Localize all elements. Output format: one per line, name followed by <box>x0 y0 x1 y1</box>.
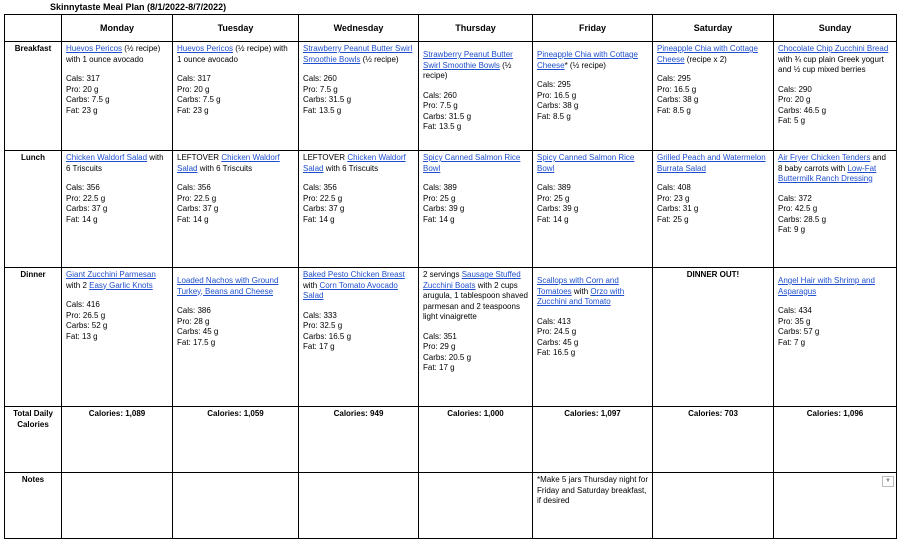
fat: Fat: 13.5 g <box>423 122 462 131</box>
notes-wednesday <box>299 473 419 539</box>
cals: Cals: 260 <box>303 74 337 83</box>
total-saturday: Calories: 703 <box>653 407 774 473</box>
fat: Fat: 14 g <box>423 214 455 224</box>
carbs: Carbs: 7.5 g <box>177 95 221 104</box>
fat: Fat: 13 g <box>66 331 98 341</box>
leftover-label: LEFTOVER <box>177 153 222 162</box>
carbs: Carbs: 20.5 g <box>423 352 472 362</box>
pro: Pro: 22.5 g <box>66 193 106 203</box>
lunch-saturday <box>653 151 774 268</box>
pro: Pro: 7.5 g <box>303 84 338 94</box>
recipe-link[interactable]: Baked Pesto Chicken Breast <box>303 270 405 279</box>
day-header-wednesday: Wednesday <box>299 15 419 42</box>
lunch-row <box>5 151 897 268</box>
fat: Fat: 17.5 g <box>177 337 216 347</box>
recipe-link[interactable]: Strawberry Peanut Butter Swirl Smoothie Bowls <box>423 50 513 70</box>
servings-note: 2 servings <box>423 270 462 279</box>
fat: Fat: 14 g <box>537 214 569 224</box>
notes-friday: *Make 5 jars Thursday night for Friday and Saturday breakfast, if desired <box>533 473 653 539</box>
day-header-saturday: Saturday <box>653 15 774 42</box>
recipe-link[interactable]: Chicken Waldorf Salad <box>66 153 148 162</box>
total-sunday: Calories: 1,096 <box>774 407 897 473</box>
carbs: Carbs: 52 g <box>66 321 108 330</box>
cals: Cals: 356 <box>177 183 211 192</box>
row-label-notes: Notes <box>5 473 62 539</box>
recipe-link[interactable]: Angel Hair with Shrimp and Asparagus <box>778 276 875 296</box>
breakfast-row <box>5 42 897 151</box>
fat: Fat: 5 g <box>778 116 806 125</box>
carbs: Carbs: 37 g <box>177 204 219 213</box>
meal-note: (½ recipe) <box>423 60 512 80</box>
carbs: Carbs: 31 g <box>657 204 699 213</box>
recipe-link[interactable]: Huevos Pericos <box>177 44 234 53</box>
fat: Fat: 8.5 g <box>537 111 571 121</box>
breakfast-saturday <box>653 42 774 151</box>
lunch-friday <box>533 151 653 268</box>
notes-tuesday <box>173 473 299 539</box>
cals: Cals: 260 <box>423 90 457 100</box>
cals: Cals: 416 <box>66 300 100 309</box>
breakfast-monday <box>62 42 173 151</box>
recipe-link-2[interactable]: Corn Tomato Avocado Salad <box>303 280 398 300</box>
header-row <box>5 15 897 42</box>
carbs: Carbs: 39 g <box>537 204 579 213</box>
day-header-thursday: Thursday <box>419 15 533 42</box>
total-thursday: Calories: 1,000 <box>419 407 533 473</box>
meal-note: * (½ recipe) <box>564 60 606 70</box>
recipe-link[interactable]: Sausage Stuffed Zucchini Boats <box>423 270 521 290</box>
carbs: Carbs: 39 g <box>423 204 465 213</box>
cals: Cals: 408 <box>657 183 691 192</box>
recipe-link[interactable]: Pineapple Chia with Cottage Cheese <box>657 44 758 64</box>
carbs: Carbs: 7.5 g <box>66 95 110 104</box>
cals: Cals: 295 <box>537 80 571 89</box>
total-wednesday: Calories: 949 <box>299 407 419 473</box>
cals: Cals: 356 <box>66 183 100 192</box>
recipe-link[interactable]: Strawberry Peanut Butter Swirl Smoothie Bowls <box>303 44 413 64</box>
meal-note: with 6 Triscuits <box>323 163 379 173</box>
pro: Pro: 29 g <box>423 342 456 351</box>
dinner-tuesday <box>173 268 299 407</box>
pro: Pro: 16.5 g <box>537 90 577 100</box>
pro: Pro: 32.5 g <box>303 321 343 330</box>
row-label-breakfast: Breakfast <box>5 42 62 151</box>
dinner-row <box>5 268 897 407</box>
recipe-link[interactable]: Loaded Nachos with Ground Turkey, Beans and Cheese <box>177 276 279 296</box>
breakfast-wednesday <box>299 42 419 151</box>
carbs: Carbs: 16.5 g <box>303 331 352 341</box>
recipe-link[interactable]: Giant Zucchini Parmesan <box>66 270 156 279</box>
fat: Fat: 7 g <box>778 337 806 347</box>
breakfast-thursday <box>419 42 533 151</box>
pro: Pro: 7.5 g <box>423 101 458 110</box>
recipe-link[interactable]: Huevos Pericos <box>66 44 123 53</box>
recipe-link[interactable]: Air Fryer Chicken Tenders <box>778 153 871 162</box>
recipe-link-2[interactable]: Low-Fat Buttermilk Ranch Dressing <box>778 163 877 183</box>
lunch-wednesday <box>299 151 419 268</box>
meal-note: with 2 cups arugula, 1 tablespoon shaved parmesan and 2 teaspoons light vinaigrette <box>423 280 528 321</box>
fat: Fat: 14 g <box>303 214 335 224</box>
cals: Cals: 317 <box>66 74 100 83</box>
recipe-link[interactable]: Chicken Waldorf Salad <box>177 153 280 173</box>
dinner-monday <box>62 268 173 407</box>
meal-note: with 6 Triscuits <box>197 163 253 173</box>
pro: Pro: 24.5 g <box>537 327 577 336</box>
pro: Pro: 20 g <box>66 84 99 94</box>
row-label-dinner: Dinner <box>5 268 62 407</box>
fat: Fat: 14 g <box>66 214 98 224</box>
fat: Fat: 17 g <box>423 363 455 372</box>
meal-note: with <box>571 286 591 296</box>
total-row <box>5 407 897 473</box>
carbs: Carbs: 45 g <box>537 337 579 347</box>
meal-note: (½ recipe) with 1 ounce avocado <box>177 44 288 64</box>
cals: Cals: 333 <box>303 310 337 320</box>
meal-note: (recipe x 2) <box>684 54 727 64</box>
cals: Cals: 351 <box>423 331 457 341</box>
notes-sunday <box>774 473 897 539</box>
pro: Pro: 28 g <box>177 316 210 326</box>
dinner-friday <box>533 268 653 407</box>
cals: Cals: 372 <box>778 193 812 203</box>
leftover-label: LEFTOVER <box>303 153 348 162</box>
notes-saturday <box>653 473 774 539</box>
pro: Pro: 20 g <box>177 84 210 94</box>
pro: Pro: 16.5 g <box>657 84 697 94</box>
pro: Pro: 26.5 g <box>66 310 106 320</box>
pro: Pro: 42.5 g <box>778 204 818 213</box>
day-header-friday: Friday <box>533 15 653 42</box>
carbs: Carbs: 28.5 g <box>778 214 827 224</box>
carbs: Carbs: 57 g <box>778 327 820 336</box>
notes-monday <box>62 473 173 539</box>
cals: Cals: 290 <box>778 84 812 94</box>
meal-note: with ¾ cup plain Greek yogurt and ½ cup mixed berries <box>778 54 884 74</box>
total-friday: Calories: 1,097 <box>533 407 653 473</box>
recipe-link-2[interactable]: Easy Garlic Knots <box>89 280 153 290</box>
lunch-tuesday <box>173 151 299 268</box>
carbs: Carbs: 31.5 g <box>303 95 352 104</box>
cals: Cals: 434 <box>778 306 812 315</box>
carbs: Carbs: 38 g <box>657 95 699 104</box>
fat: Fat: 9 g <box>778 225 806 234</box>
cals: Cals: 295 <box>657 74 691 83</box>
pro: Pro: 20 g <box>778 95 811 104</box>
meal-note: with <box>303 280 320 290</box>
dinner-sunday <box>774 268 897 407</box>
dropdown-arrow-icon[interactable]: ▼ <box>882 476 894 487</box>
fat: Fat: 23 g <box>66 105 98 115</box>
recipe-link[interactable]: Scallops with Corn and Tomatoes <box>537 276 619 296</box>
day-header-monday: Monday <box>62 15 173 42</box>
cals: Cals: 386 <box>177 306 211 315</box>
fat: Fat: 16.5 g <box>537 348 576 357</box>
recipe-link[interactable]: Spicy Canned Salmon Rice Bowl <box>423 153 521 173</box>
meal-note: (½ recipe) with 1 ounce avocado <box>66 44 161 64</box>
carbs: Carbs: 37 g <box>303 204 345 213</box>
row-label-lunch: Lunch <box>5 151 62 268</box>
recipe-link[interactable]: Chocolate Chip Zucchini Bread <box>778 44 889 53</box>
notes-thursday <box>419 473 533 539</box>
lunch-sunday <box>774 151 897 268</box>
meal-plan-table <box>4 14 897 539</box>
lunch-thursday <box>419 151 533 268</box>
lunch-monday <box>62 151 173 268</box>
fat: Fat: 13.5 g <box>303 105 342 115</box>
meal-note: and 8 baby carrots with <box>778 153 886 173</box>
carbs: Carbs: 37 g <box>66 204 108 213</box>
breakfast-sunday <box>774 42 897 151</box>
pro: Pro: 22.5 g <box>177 193 217 203</box>
cals: Cals: 389 <box>423 183 457 192</box>
pro: Pro: 35 g <box>778 316 811 326</box>
recipe-link-2[interactable]: Orzo with Zucchini and Tomato <box>537 286 625 306</box>
cals: Cals: 389 <box>537 183 571 192</box>
dinner-wednesday <box>299 268 419 407</box>
cals: Cals: 356 <box>303 183 337 192</box>
recipe-link[interactable]: Spicy Canned Salmon Rice Bowl <box>537 153 635 173</box>
meal-note: (½ recipe) <box>360 54 399 64</box>
breakfast-friday <box>533 42 653 151</box>
meal-note: with 6 Triscuits <box>66 153 164 173</box>
page-title: Skinnytaste Meal Plan (8/1/2022-8/7/2022) <box>50 2 227 12</box>
fat: Fat: 25 g <box>657 214 689 224</box>
fat: Fat: 23 g <box>177 105 209 115</box>
dinner-thursday <box>419 268 533 407</box>
breakfast-tuesday <box>173 42 299 151</box>
cals: Cals: 317 <box>177 74 211 83</box>
total-tuesday: Calories: 1,059 <box>173 407 299 473</box>
carbs: Carbs: 45 g <box>177 327 219 336</box>
carbs: Carbs: 31.5 g <box>423 111 472 121</box>
fat: Fat: 8.5 g <box>657 105 691 115</box>
pro: Pro: 25 g <box>423 193 456 203</box>
row-label-total: Total Daily Calories <box>5 407 62 473</box>
pro: Pro: 23 g <box>657 193 690 203</box>
recipe-link[interactable]: Pineapple Chia with Cottage Cheese <box>537 50 638 70</box>
cals: Cals: 413 <box>537 316 571 326</box>
meal-note: with 2 <box>66 280 90 290</box>
fat: Fat: 17 g <box>303 342 335 351</box>
fat: Fat: 14 g <box>177 214 209 224</box>
dinner-saturday: DINNER OUT! <box>653 268 774 407</box>
day-header-tuesday: Tuesday <box>173 15 299 42</box>
recipe-link[interactable]: Grilled Peach and Watermelon Burrata Salad <box>657 153 766 173</box>
total-monday: Calories: 1,089 <box>62 407 173 473</box>
notes-row <box>5 473 897 539</box>
pro: Pro: 22.5 g <box>303 193 343 203</box>
recipe-link[interactable]: Chicken Waldorf Salad <box>303 153 406 173</box>
corner-cell <box>5 15 62 42</box>
day-header-sunday: Sunday <box>774 15 897 42</box>
carbs: Carbs: 38 g <box>537 101 579 110</box>
carbs: Carbs: 46.5 g <box>778 105 827 115</box>
pro: Pro: 25 g <box>537 193 570 203</box>
